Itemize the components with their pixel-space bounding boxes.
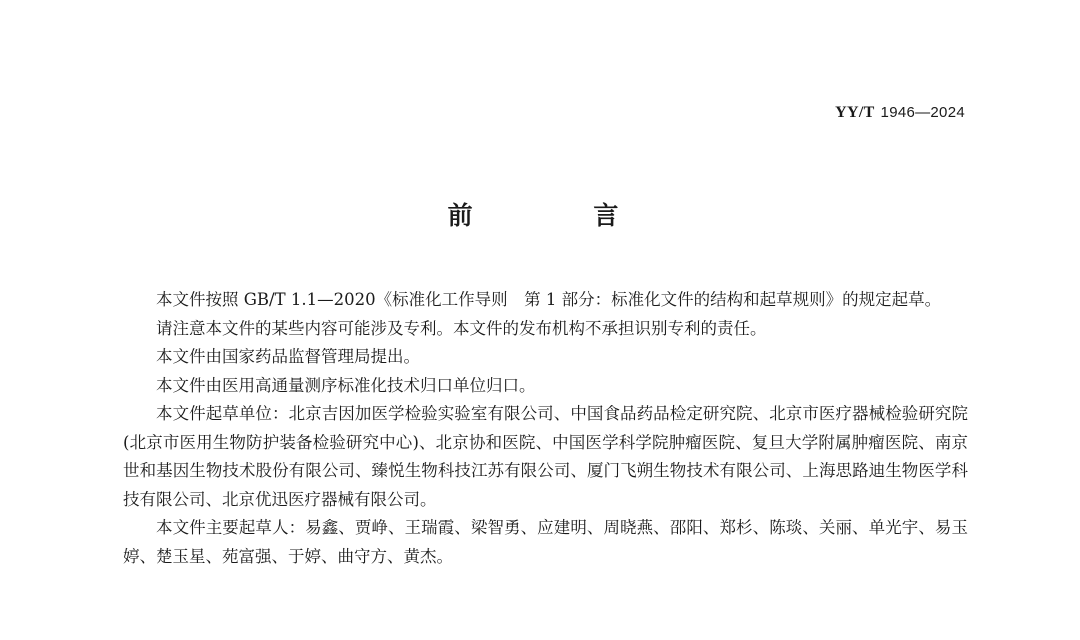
paragraph-main-drafters: 本文件主要起草人：易鑫、贾峥、王瑞霞、梁智勇、应建明、周晓燕、邵阳、郑杉、陈琰、关丽、单光宇、易玉婷、楚玉星、苑富强、于婷、曲守方、黄杰。 [123, 518, 968, 566]
standard-prefix: YY/T [835, 104, 875, 121]
standard-code [835, 104, 965, 122]
paragraph-drafting-rules: 本文件按照 GB/T 1.1—2020《标准化工作导则 第 1 部分：标准化文件的结构和起草规则》的规定起草。 [156, 290, 942, 309]
paragraph-proposer: 本文件由国家药品监督管理局提出。 [156, 347, 420, 366]
foreword-body [123, 286, 968, 571]
paragraph-patent-notice: 请注意本文件的某些内容可能涉及专利。本文件的发布机构不承担识别专利的责任。 [156, 318, 767, 338]
paragraph-centralized-unit: 本文件由医用高通量测序标准化技术归口单位归口。 [156, 375, 536, 395]
section-title: 前 言 [447, 201, 675, 230]
standard-number: 1946—2024 [880, 104, 965, 121]
paragraph-drafting-organizations: 本文件起草单位：北京吉因加医学检验实验室有限公司、中国食品药品检定研究院、北京市医疗器械检验研究院(北京市医用生物防护装备检验研究中心)、北京协和医院、中国医学科学院肿瘤医院、复旦大学附属肿瘤医院、南京世和基因生物技术股份有限公司、臻悦生物科技江苏有限公司、厦门飞朔生物技术有限公司、上海思路迪生物医学科技有限公司、北京优迅医疗器械有限公司。 [123, 404, 968, 509]
